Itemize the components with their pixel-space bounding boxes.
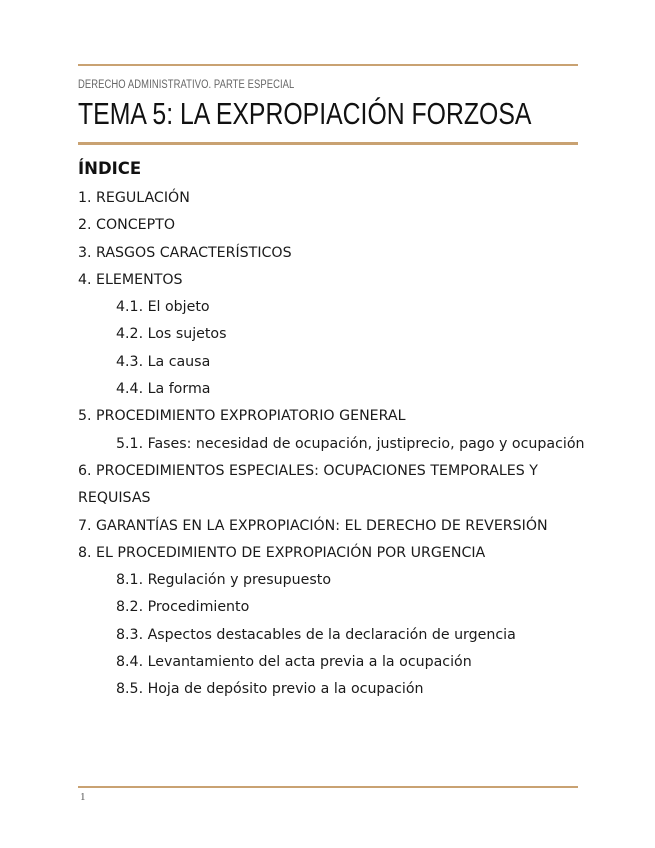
- toc-item: 2. CONCEPTO: [78, 217, 175, 234]
- toc-item: 1. REGULACIÓN: [78, 190, 190, 206]
- toc-subitem: 8.3. Aspectos destacables de la declaración de urgencia: [116, 626, 516, 643]
- index-heading: ÍNDICE: [78, 159, 142, 178]
- header-top-rule: [78, 64, 578, 66]
- toc-item: 4. ELEMENTOS: [78, 271, 183, 288]
- toc-subitem: 4.3. La causa: [116, 353, 211, 370]
- document-subject: DERECHO ADMINISTRATIVO. PARTE ESPECIAL: [78, 79, 295, 91]
- toc-item: 8. EL PROCEDIMIENTO DE EXPROPIACIÓN POR URGENCIA: [78, 544, 486, 561]
- toc-subitem: 8.4. Levantamiento del acta previa a la ocupación: [116, 654, 472, 671]
- toc-subitem: 4.4. La forma: [116, 381, 211, 398]
- toc-subitem: 4.2. Los sujetos: [116, 326, 227, 343]
- toc-subitem: 8.5. Hoja de depósito previo a la ocupación: [116, 681, 424, 698]
- page-number: 1: [80, 791, 86, 803]
- header-bottom-rule: [78, 142, 578, 145]
- table-of-contents: [78, 185, 588, 704]
- toc-item: 3. RASGOS CARACTERÍSTICOS: [78, 244, 292, 261]
- toc-item: 7. GARANTÍAS EN LA EXPROPIACIÓN: EL DERECHO DE REVERSIÓN: [78, 517, 548, 534]
- footer-rule: [78, 786, 578, 788]
- page-title: TEMA 5: LA EXPROPIACIÓN FORZOSA: [78, 96, 532, 131]
- toc-item: 6. PROCEDIMIENTOS ESPECIALES: OCUPACIONES TEMPORALES Y REQUISAS: [78, 462, 538, 507]
- toc-item: 5. PROCEDIMIENTO EXPROPIATORIO GENERAL: [78, 408, 406, 425]
- toc-subitem: 4.1. El objeto: [116, 299, 210, 316]
- toc-subitem: 8.2. Procedimiento: [116, 599, 250, 616]
- toc-subitem: 8.1. Regulación y presupuesto: [116, 572, 331, 589]
- toc-subitem: 5.1. Fases: necesidad de ocupación, justiprecio, pago y ocupación: [116, 435, 585, 452]
